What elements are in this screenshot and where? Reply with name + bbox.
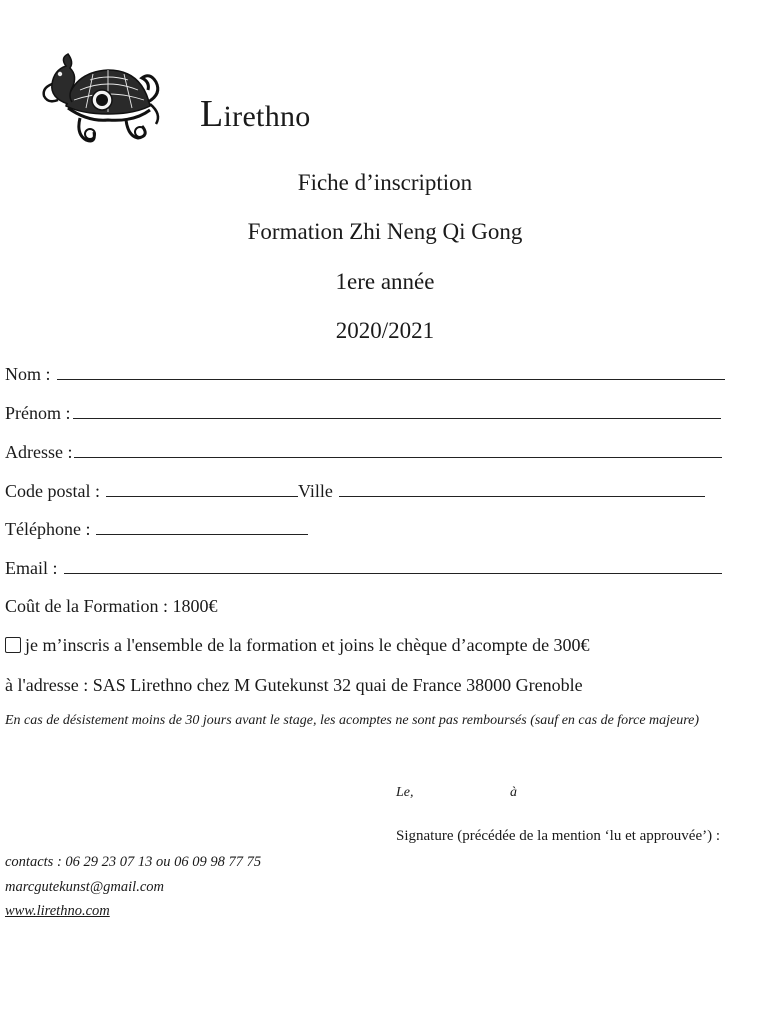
adresse-label: Adresse : bbox=[5, 442, 73, 462]
telephone-field[interactable] bbox=[96, 520, 308, 535]
ville-field[interactable] bbox=[339, 482, 705, 497]
checkbox-label: je m’inscris a l'ensemble de la formation et joins le chèque d’acompte de 300€ bbox=[25, 635, 590, 655]
email-label: Email : bbox=[5, 558, 58, 578]
brand-rest: irethno bbox=[223, 100, 311, 133]
checkbox-row bbox=[5, 635, 590, 656]
ville-label: Ville bbox=[298, 481, 333, 501]
logo bbox=[38, 48, 164, 158]
contacts-email: marcgutekunst@gmail.com bbox=[5, 879, 164, 895]
nom-label: Nom : bbox=[5, 364, 51, 384]
telephone-label: Téléphone : bbox=[5, 519, 91, 539]
brand-name bbox=[200, 92, 311, 136]
prenom-row bbox=[5, 403, 721, 424]
adresse-row bbox=[5, 442, 722, 463]
code-postal-field[interactable] bbox=[106, 482, 298, 497]
le-label: Le, bbox=[396, 785, 414, 800]
contacts-phones: contacts : 06 29 23 07 13 ou 06 09 98 77 75 bbox=[5, 854, 262, 870]
a-label: à bbox=[510, 785, 517, 800]
website-link[interactable]: www.lirethno.com bbox=[5, 903, 110, 919]
telephone-row bbox=[5, 519, 308, 540]
formation-name: Formation Zhi Neng Qi Gong bbox=[247, 219, 523, 244]
nom-field[interactable] bbox=[57, 365, 725, 380]
desistement-note: En cas de désistement moins de 30 jours avant le stage, les acomptes ne sont pas remboursés (sauf en cas de force majeure) bbox=[5, 713, 700, 728]
year-level: 1ere année bbox=[335, 269, 435, 294]
code-postal-label: Code postal : bbox=[5, 481, 100, 501]
email-field[interactable] bbox=[64, 559, 722, 574]
inscription-checkbox[interactable] bbox=[5, 637, 21, 653]
brand-initial: L bbox=[200, 93, 224, 135]
signature-label: Signature (précédée de la mention ‘lu et approuvée’) : bbox=[396, 828, 721, 844]
prenom-label: Prénom : bbox=[5, 403, 71, 423]
nom-row bbox=[5, 364, 725, 385]
cout-text: Coût de la Formation : 1800€ bbox=[5, 596, 218, 616]
adresse-envoi: à l'adresse : SAS Lirethno chez M Gutekunst 32 quai de France 38000 Grenoble bbox=[5, 675, 583, 695]
dragon-turtle-icon bbox=[38, 48, 164, 158]
email-row bbox=[5, 558, 722, 579]
form-title: Fiche d’inscription bbox=[297, 170, 473, 195]
adresse-field[interactable] bbox=[74, 443, 722, 458]
prenom-field[interactable] bbox=[73, 404, 721, 419]
season: 2020/2021 bbox=[335, 318, 435, 343]
code-postal-row bbox=[5, 481, 705, 502]
